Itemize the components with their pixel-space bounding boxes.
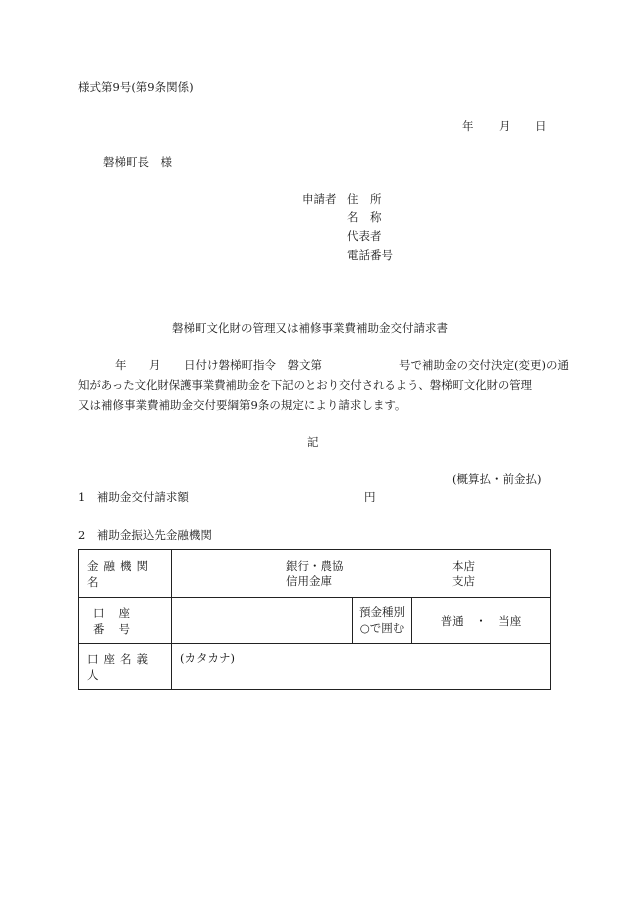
bank-info-table	[78, 549, 551, 690]
bank-row-account	[79, 598, 551, 644]
addressee: 磐梯町長 様	[103, 155, 172, 169]
deposit-options-cell[interactable]	[412, 598, 551, 644]
form-number: 様式第9号(第9条関係)	[78, 80, 194, 94]
deposit-type-label-2: ○で囲む	[359, 620, 405, 635]
deposit-type-label-cell	[353, 598, 412, 644]
bank-row-holder	[79, 644, 551, 690]
holder-label: 口座名義人	[87, 651, 153, 682]
body-line-2: 知があった文化財保護事業費補助金を下記のとおり交付されるよう、磐梯町文化財の管理	[78, 378, 532, 392]
item-1-unit: 円	[364, 490, 376, 504]
holder-note: (カタカナ)	[180, 651, 235, 665]
bank-type-1: 銀行・農協	[286, 559, 344, 573]
body-line-1-tail: 号で補助金の交付決定(変更)の通	[399, 358, 569, 372]
applicant-representative-label: 代表者	[347, 229, 382, 243]
body-line-1	[78, 358, 569, 374]
date-year: 年	[462, 119, 474, 133]
applicant-role: 申請者	[302, 192, 337, 206]
deposit-type-label-1: 預金種別	[359, 604, 405, 619]
institution-value-cell[interactable]	[172, 550, 551, 598]
item-1-label: 1 補助金交付請求額	[78, 490, 189, 504]
applicant-name-label: 名 称	[347, 210, 382, 224]
branch-type-1: 本店	[452, 559, 475, 573]
deposit-options: 普通 ・ 当座	[440, 613, 522, 628]
institution-label-cell	[79, 550, 172, 598]
body-line-3: 又は補修事業費補助金交付要綱第9条の規定により請求します。	[78, 398, 407, 412]
account-number-label-cell	[79, 598, 172, 644]
branch-type-2: 支店	[452, 574, 475, 588]
body-year: 年	[115, 358, 127, 372]
institution-label: 金融機関名	[87, 558, 153, 589]
body-date-text: 日付け磐梯町指令 磐文第	[184, 358, 322, 372]
applicant-address-label: 住 所	[347, 192, 382, 206]
holder-label-cell	[79, 644, 172, 690]
date-month: 月	[499, 119, 511, 133]
holder-value-cell[interactable]	[172, 644, 551, 690]
applicant-phone-label: 電話番号	[347, 248, 393, 262]
document-title: 磐梯町文化財の管理又は補修事業費補助金交付請求書	[172, 321, 448, 335]
bank-type-2: 信用金庫	[286, 574, 332, 588]
ki-heading: 記	[307, 435, 319, 449]
payment-type: (概算払・前金払)	[452, 472, 542, 486]
item-2-label: 2 補助金振込先金融機関	[78, 528, 212, 542]
bank-row-institution	[79, 550, 551, 598]
body-month: 月	[149, 358, 161, 372]
account-number-value[interactable]	[172, 598, 353, 644]
account-number-label: 口座番号	[93, 605, 144, 636]
date-day: 日	[535, 119, 547, 133]
